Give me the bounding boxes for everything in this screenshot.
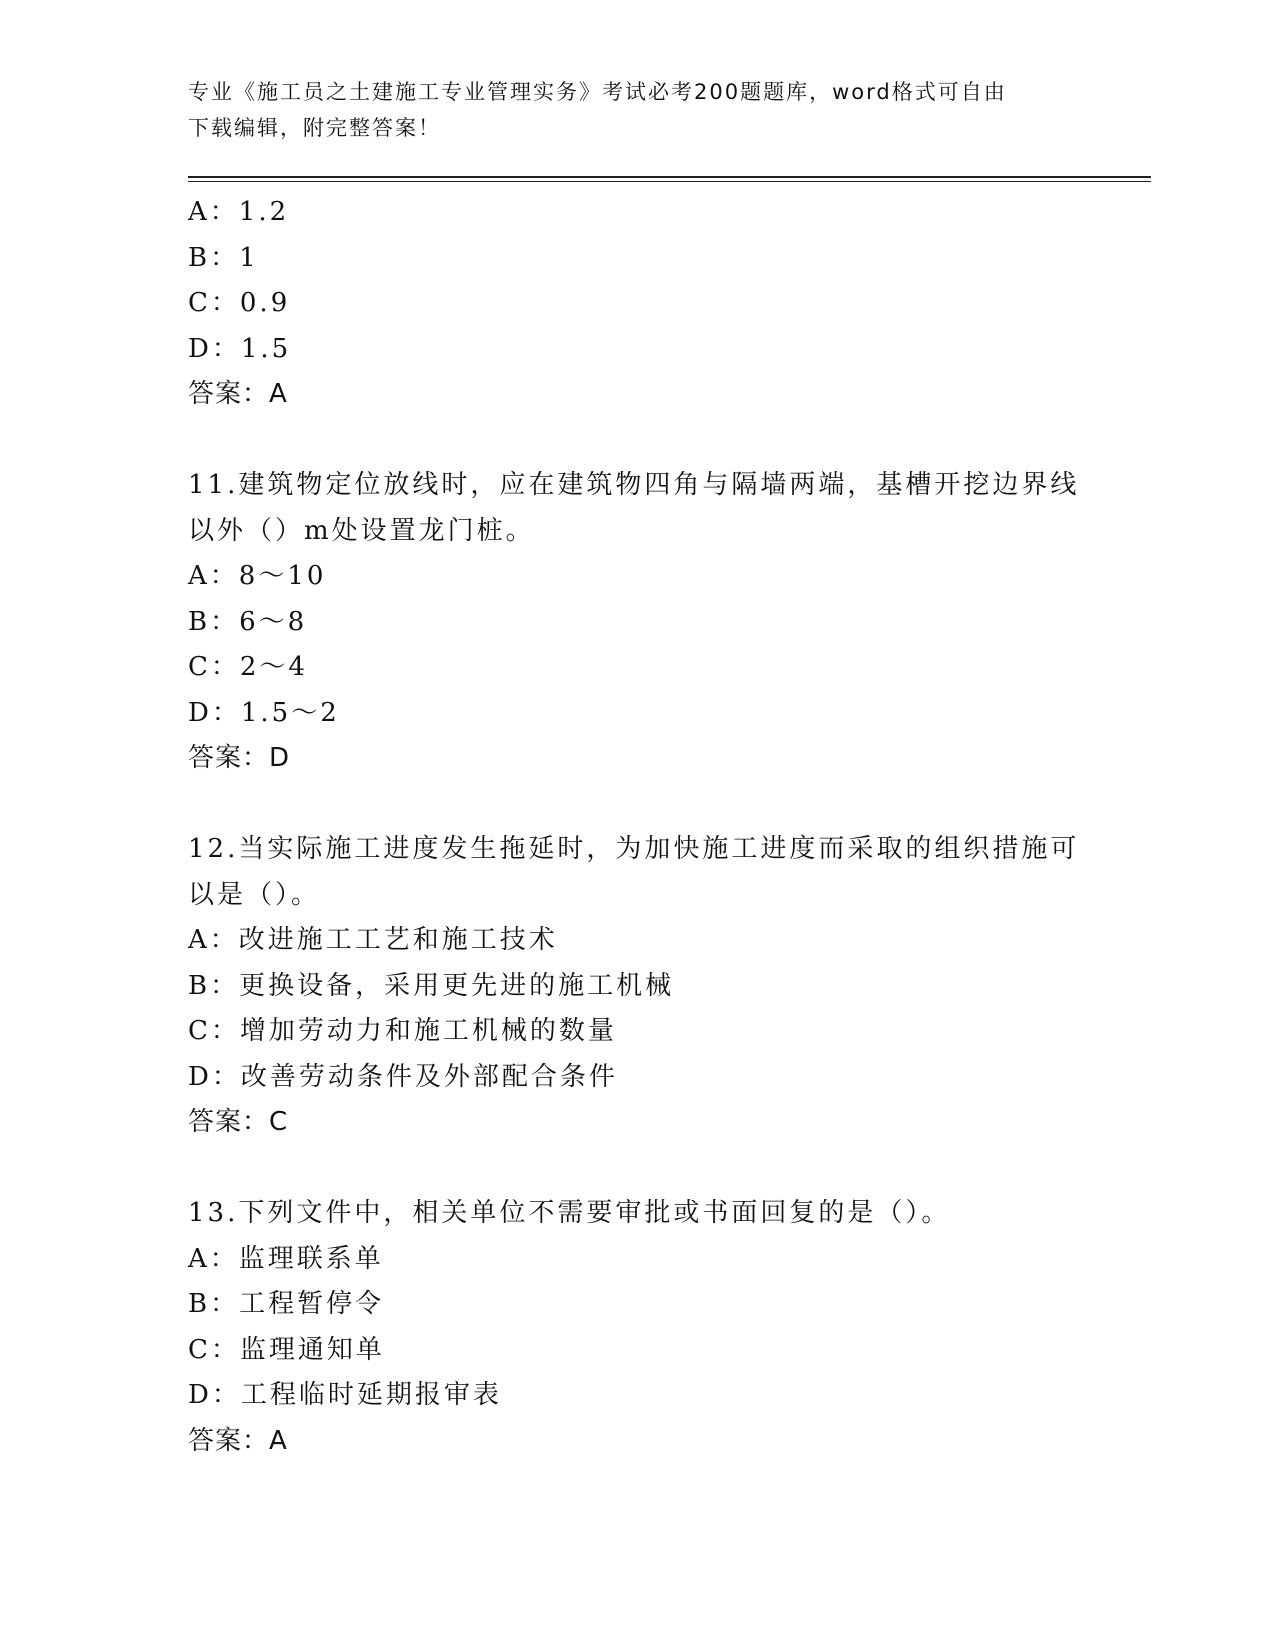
option-a: A：改进施工工艺和施工技术 — [188, 925, 558, 955]
option-b: B：6～8 — [188, 606, 308, 637]
option-b: B：工程暂停令 — [188, 1289, 385, 1319]
option-b: B：更换设备，采用更先进的施工机械 — [188, 970, 675, 1001]
question-block-13 — [188, 1191, 1088, 1464]
option-d: D：工程临时延期报审表 — [188, 1380, 502, 1410]
spacer — [188, 782, 1088, 828]
answer-line: 答案：A — [188, 1425, 288, 1456]
option-b: B：1 — [188, 242, 259, 273]
header-divider-thick — [188, 176, 1151, 178]
option-a: A：1.2 — [188, 197, 290, 227]
document-header — [188, 74, 1088, 146]
option-d: D：1.5 — [188, 333, 292, 364]
header-line-2: 下载编辑，附完整答案！ — [188, 116, 441, 140]
spacer — [188, 418, 1088, 464]
question-text-line-1: 12.当实际施工进度发生拖延时，为加快施工进度而采取的组织措施可 — [188, 834, 1080, 864]
option-c: C：2～4 — [188, 652, 308, 682]
question-text-line-2: 以外（）m处设置龙门桩。 — [188, 515, 535, 546]
spacer — [188, 1146, 1088, 1192]
question-block-10 — [188, 190, 1088, 418]
question-block-11 — [188, 463, 1088, 782]
option-c: C：增加劳动力和施工机械的数量 — [188, 1016, 617, 1046]
answer-line: 答案：A — [188, 379, 288, 409]
question-text-line-1: 11.建筑物定位放线时，应在建筑物四角与隔墙两端，基槽开挖边界线 — [188, 470, 1080, 500]
header-divider-thin — [188, 181, 1151, 182]
option-a: A：8～10 — [188, 561, 327, 591]
answer-line: 答案：D — [188, 743, 291, 773]
option-c: C：0.9 — [188, 288, 291, 318]
question-text-line-1: 13.下列文件中，相关单位不需要审批或书面回复的是（）。 — [188, 1198, 951, 1228]
header-line-1: 专业《施工员之土建施工专业管理实务》考试必考200题题库，word格式可自由 — [188, 80, 1007, 104]
option-d: D：1.5～2 — [188, 697, 340, 728]
option-a: A：监理联系单 — [188, 1243, 384, 1274]
question-block-12 — [188, 827, 1088, 1146]
option-d: D：改善劳动条件及外部配合条件 — [188, 1061, 618, 1092]
question-text-line-2: 以是（）。 — [188, 879, 321, 910]
option-c: C：监理通知单 — [188, 1334, 385, 1365]
question-list — [188, 190, 1088, 1464]
answer-line: 答案：C — [188, 1107, 289, 1137]
